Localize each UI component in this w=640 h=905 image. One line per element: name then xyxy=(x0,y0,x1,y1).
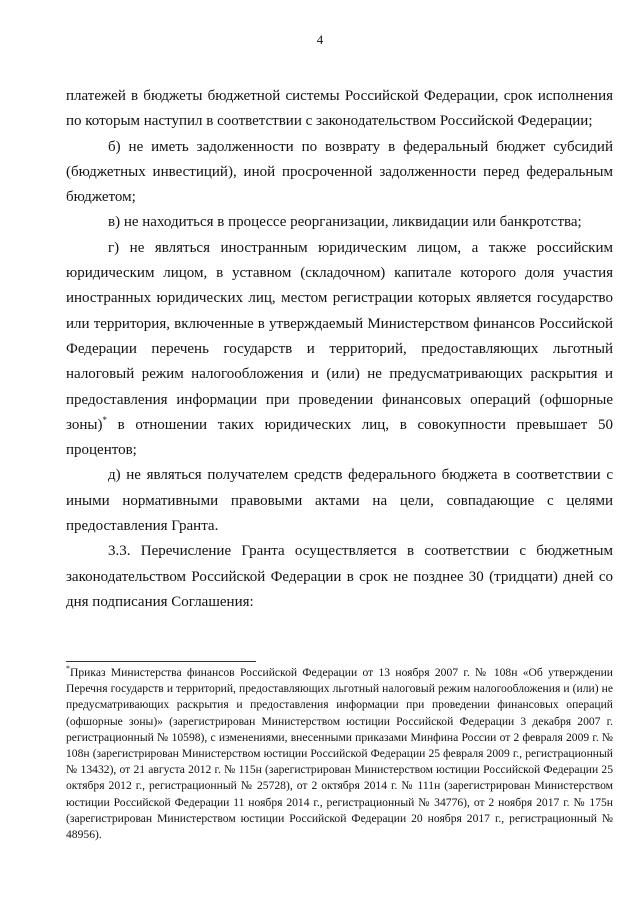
footnote-text: Приказ Министерства финансов Российской Федерации от 13 ноября 2007 г. № 108н «Об утверждении Перечня государств и территорий, предоставляющих льготный налоговый режим налогообложения и (или) не предусматривающих раскрытия и предоставления информации при проведении финансовых операций (офшорные зоны)» (зарегистрирован Министерством юстиции Российской Федерации 3 декабря 2007 г. регистрационный № 10598), с изменениями, внесенными приказами Минфина России от 2 февраля 2009 г. № 108н (зарегистрирован Министерством юстиции Российской Федерации 25 февраля 2009 г., регистрационный № 13432), от 21 августа 2012 г. № 115н (зарегистрирован Министерством юстиции Российской Федерации 25 октября 2012 г., регистрационный № 25728), от 2 октября 2014 г. № 111н (зарегистрирован Министерством юстиции Российской Федерации 11 ноября 2014 г., регистрационный № 34776), от 2 ноября 2017 г. № 175н (зарегистрирован Министерством юстиции Российской Федерации 20 ноября 2017 г., регистрационный № 48956). xyxy=(66,666,613,842)
paragraph-item-v: в) не находиться в процессе реорганизации, ликвидации или банкротства; xyxy=(108,214,582,231)
footnote-divider xyxy=(66,661,256,662)
document-body xyxy=(66,84,613,615)
paragraph-item-g-text: г) не являться иностранным юридическим лицом, а также российским юридическим лицом, в уставном (складочном) капитале которого доля участия иностранных юридических лиц, местом регистрации которых является государство или территория, включенные в утверждаемый Министерством финансов Российской Федерации перечень государств и территорий, предоставляющих льготный налоговый режим налогообложения и (или) не предусматривающих раскрытия и предоставления информации при проведении финансовых операций (офшорные зоны) xyxy=(66,239,613,433)
paragraph-item-g-text-end: в отношении таких юридических лиц, в совокупности превышает 50 процентов; xyxy=(66,416,613,459)
paragraph-section-3-3: 3.3. Перечисление Гранта осуществляется в соответствии с бюджетным законодательством Российской Федерации в срок не позднее 30 (тридцати) дней со дня подписания Соглашения: xyxy=(66,543,613,610)
paragraph-item-b: б) не иметь задолженности по возврату в федеральный бюджет субсидий (бюджетных инвестиций), иной просроченной задолженности перед федеральным бюджетом; xyxy=(66,138,613,206)
footnote-text-block xyxy=(66,665,613,843)
paragraph-item-g xyxy=(66,236,613,464)
footnote-mark: * xyxy=(66,664,70,674)
page-number: 4 xyxy=(316,32,324,47)
paragraph-item-d: д) не являться получателем средств федерального бюджета в соответствии с иными нормативными правовыми актами на цели, совпадающие с целями предоставления Гранта. xyxy=(66,467,613,535)
paragraph-tax-obligations: платежей в бюджеты бюджетной системы Российской Федерации, срок исполнения по которым наступил в соответствии с законодательством Российской Федерации; xyxy=(66,88,613,130)
footnote-reference[interactable]: * xyxy=(102,414,107,425)
footnote xyxy=(66,665,613,843)
